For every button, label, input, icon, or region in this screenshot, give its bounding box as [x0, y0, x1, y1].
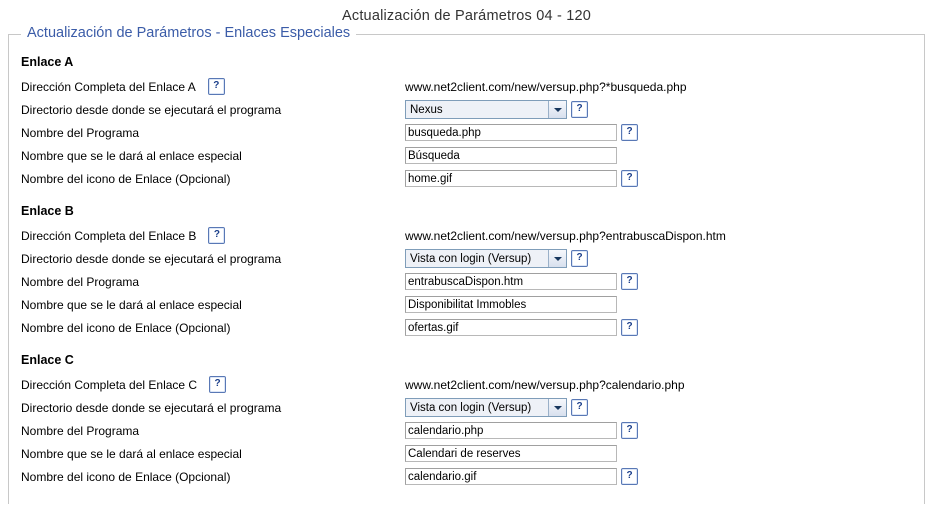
help-icon[interactable]: ?	[621, 124, 638, 141]
icon-name-input-b[interactable]	[405, 319, 617, 336]
chevron-down-icon[interactable]	[548, 399, 566, 416]
program-input-c[interactable]	[405, 422, 617, 439]
row-icon-c	[15, 465, 924, 488]
field-program-a	[405, 124, 642, 141]
row-url-c	[15, 373, 924, 396]
field-icon-c	[405, 468, 642, 485]
label-url-b	[15, 227, 405, 244]
row-dir-a	[15, 98, 924, 121]
row-program-a	[15, 121, 924, 144]
help-icon[interactable]: ?	[209, 376, 226, 393]
label-dir-a: Directorio desde donde se ejecutará el programa	[21, 102, 282, 117]
field-dir-a	[405, 100, 592, 119]
field-program-b	[405, 273, 642, 290]
field-url-b	[405, 229, 726, 243]
help-icon[interactable]: ?	[621, 422, 638, 439]
help-icon[interactable]: ?	[621, 273, 638, 290]
label-program-a: Nombre del Programa	[21, 125, 140, 140]
help-icon[interactable]: ?	[571, 399, 588, 416]
field-name-c	[405, 445, 617, 462]
fieldset-legend: Actualización de Parámetros - Enlaces Especiales	[21, 25, 356, 41]
icon-name-input-c[interactable]	[405, 468, 617, 485]
chevron-down-icon[interactable]	[548, 250, 566, 267]
field-name-a	[405, 147, 617, 164]
link-name-input-b[interactable]	[405, 296, 617, 313]
link-name-input-a[interactable]	[405, 147, 617, 164]
directory-select-a-value: Nexus	[410, 103, 443, 116]
row-dir-b	[15, 247, 924, 270]
link-group-c	[15, 353, 924, 488]
label-url-c	[15, 376, 405, 393]
program-input-a[interactable]	[405, 124, 617, 141]
form-content	[9, 37, 924, 488]
label-icon-b: Nombre del icono de Enlace (Opcional)	[21, 320, 231, 335]
help-icon[interactable]: ?	[621, 319, 638, 336]
label-url-a	[15, 78, 405, 95]
field-icon-b	[405, 319, 642, 336]
chevron-down-icon[interactable]	[548, 101, 566, 118]
group-title-c: Enlace C	[21, 353, 74, 367]
directory-select-c-value: Vista con login (Versup)	[410, 401, 532, 414]
help-icon[interactable]: ?	[621, 170, 638, 187]
label-program-b: Nombre del Programa	[21, 274, 140, 289]
row-name-b	[15, 293, 924, 316]
label-url-b-text: Dirección Completa del Enlace B	[21, 228, 197, 243]
row-dir-c	[15, 396, 924, 419]
url-value-a: www.net2client.com/new/versup.php?*busqueda.php	[405, 79, 687, 94]
label-url-c-text: Dirección Completa del Enlace C	[21, 377, 198, 392]
field-program-c	[405, 422, 642, 439]
field-dir-b	[405, 249, 592, 268]
group-title-b: Enlace B	[21, 204, 74, 218]
help-icon[interactable]: ?	[621, 468, 638, 485]
label-icon-c: Nombre del icono de Enlace (Opcional)	[21, 469, 231, 484]
link-name-input-c[interactable]	[405, 445, 617, 462]
help-icon[interactable]: ?	[208, 78, 225, 95]
row-program-c	[15, 419, 924, 442]
field-url-a	[405, 80, 687, 94]
group-title-a: Enlace A	[21, 55, 74, 69]
directory-select-b[interactable]	[405, 249, 567, 268]
label-dir-c: Directorio desde donde se ejecutará el programa	[21, 400, 282, 415]
icon-name-input-a[interactable]	[405, 170, 617, 187]
parameters-fieldset	[8, 25, 925, 504]
page-title: Actualización de Parámetros 04 - 120	[342, 8, 591, 24]
row-name-c	[15, 442, 924, 465]
label-url-a-text: Dirección Completa del Enlace A	[21, 79, 196, 94]
row-url-a	[15, 75, 924, 98]
link-group-a	[15, 55, 924, 190]
program-input-b[interactable]	[405, 273, 617, 290]
directory-select-c[interactable]	[405, 398, 567, 417]
field-name-b	[405, 296, 617, 313]
url-value-b: www.net2client.com/new/versup.php?entrabuscaDispon.htm	[405, 228, 726, 243]
url-value-c: www.net2client.com/new/versup.php?calendario.php	[405, 377, 685, 392]
field-url-c	[405, 378, 685, 392]
help-icon[interactable]: ?	[571, 250, 588, 267]
field-dir-c	[405, 398, 592, 417]
label-name-c: Nombre que se le dará al enlace especial	[21, 446, 242, 461]
directory-select-b-value: Vista con login (Versup)	[410, 252, 532, 265]
row-icon-a	[15, 167, 924, 190]
row-name-a	[15, 144, 924, 167]
directory-select-a[interactable]	[405, 100, 567, 119]
label-name-b: Nombre que se le dará al enlace especial	[21, 297, 242, 312]
help-icon[interactable]: ?	[571, 101, 588, 118]
label-icon-a: Nombre del icono de Enlace (Opcional)	[21, 171, 231, 186]
label-name-a: Nombre que se le dará al enlace especial	[21, 148, 242, 163]
label-program-c: Nombre del Programa	[21, 423, 140, 438]
row-url-b	[15, 224, 924, 247]
help-icon[interactable]: ?	[208, 227, 225, 244]
row-icon-b	[15, 316, 924, 339]
link-group-b	[15, 204, 924, 339]
row-program-b	[15, 270, 924, 293]
label-dir-b: Directorio desde donde se ejecutará el programa	[21, 251, 282, 266]
field-icon-a	[405, 170, 642, 187]
